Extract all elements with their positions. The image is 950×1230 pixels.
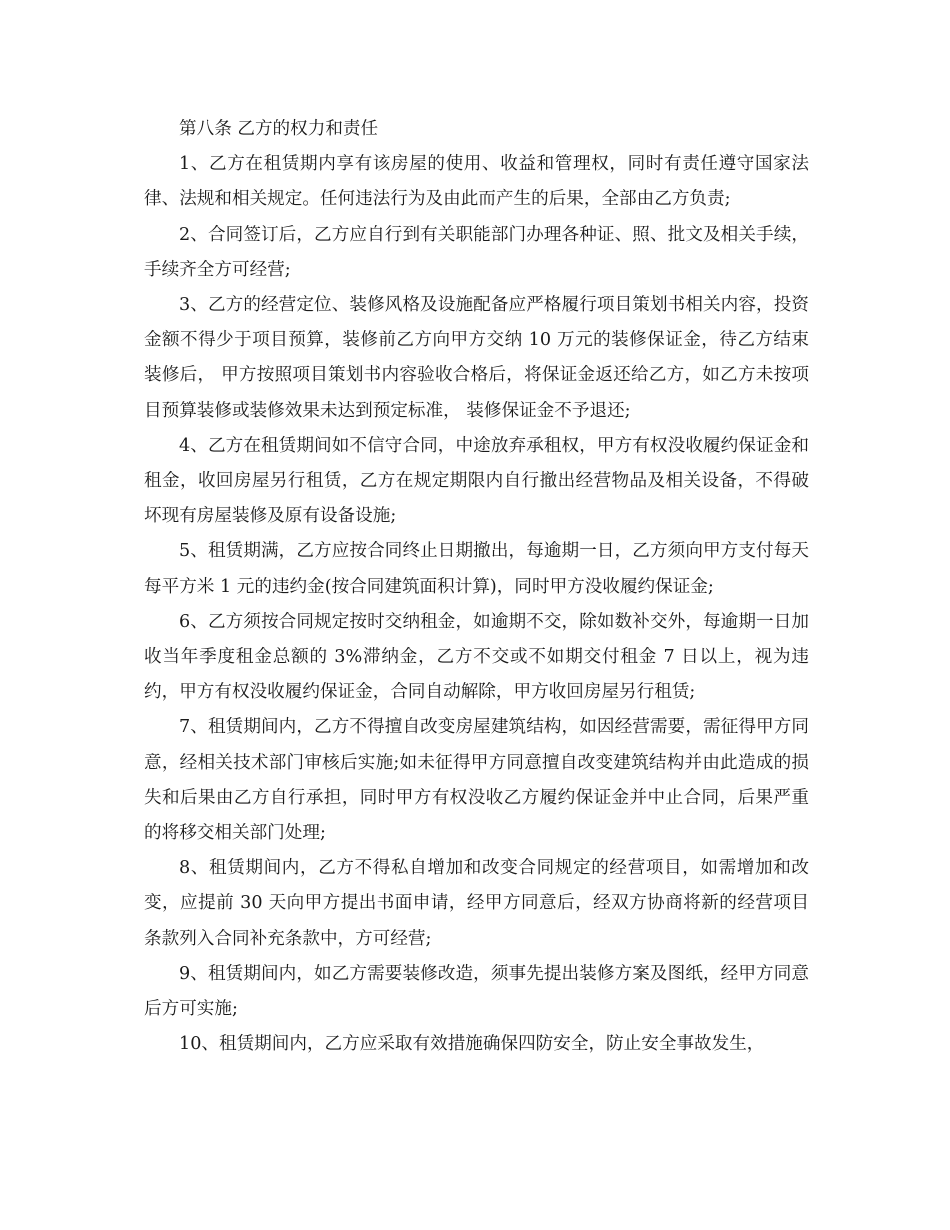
clause-5: 5、租赁期满，乙方应按合同终止日期撤出，每逾期一日，乙方须向甲方支付每天每平方米 1 元的违约金(按合同建筑面积计算)，同时甲方没收履约保证金; xyxy=(144,541,809,597)
section-heading: 第八条 乙方的权力和责任 xyxy=(179,119,379,139)
clause-3: 3、乙方的经营定位、装修风格及设施配备应严格履行项目策划书相关内容，投资金额不得少于项目预算，装修前乙方向甲方交纳 10 万元的装修保证金，待乙方结束装修后， 甲方按照项目策划书内容验收合格后，将保证金返还给乙方，如乙方未按项目预算装修或装修效果未达到预定标准， 装修保证金不予退还; xyxy=(144,295,809,421)
clause-2: 2、合同签订后，乙方应自行到有关职能部门办理各种证、照、批文及相关手续，手续齐全方可经营; xyxy=(144,224,809,280)
clause-1: 1、乙方在租赁期内享有该房屋的使用、收益和管理权，同时有责任遵守国家法律、法规和相关规定。任何违法行为及由此而产生的后果，全部由乙方负责; xyxy=(144,154,809,210)
clause-6: 6、乙方须按合同规定按时交纳租金，如逾期不交，除如数补交外，每逾期一日加收当年季度租金总额的 3%滞纳金，乙方不交或不如期交付租金 7 日以上，视为违约，甲方有权没收履约保证金，合同自动解除，甲方收回房屋另行租赁; xyxy=(144,611,809,703)
clause-9: 9、租赁期间内，如乙方需要装修改造，须事先提出装修方案及图纸，经甲方同意后方可实施; xyxy=(144,963,809,1020)
clause-10: 10、租赁期间内，乙方应采取有效措施确保四防安全，防止安全事故发生， xyxy=(179,1034,765,1055)
clause-8: 8、租赁期间内，乙方不得私自增加和改变合同规定的经营项目，如需增加和改变，应提前 30 天向甲方提出书面申请，经甲方同意后，经双方协商将新的经营项目条款列入合同补充条款中，方可经营; xyxy=(144,858,809,949)
clause-4: 4、乙方在租赁期间如不信守合同，中途放弃承租权，甲方有权没收履约保证金和租金，收回房屋另行租赁，乙方在规定期限内自行撤出经营物品及相关设备，不得破坏现有房屋装修及原有设备设施; xyxy=(144,435,809,527)
document-body xyxy=(144,112,809,1062)
clause-7: 7、租赁期间内，乙方不得擅自改变房屋建筑结构，如因经营需要，需征得甲方同意，经相关技术部门审核后实施;如未征得甲方同意擅自改变建筑结构并由此造成的损失和后果由乙方自行承担，同时甲方有权没收乙方履约保证金并中止合同，后果严重的将移交相关部门处理; xyxy=(144,717,809,844)
